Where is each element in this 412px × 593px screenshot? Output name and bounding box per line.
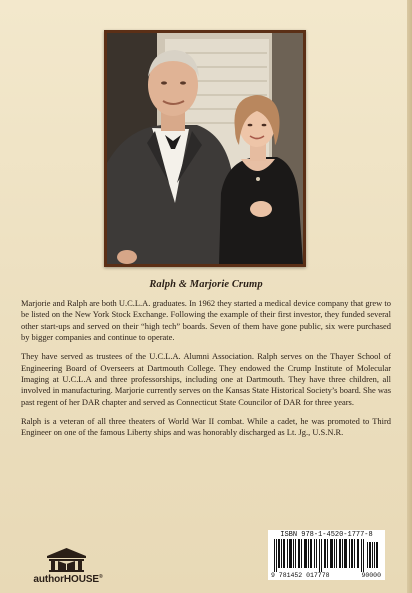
barcode-number: 9 781452 017778 bbox=[271, 572, 330, 579]
bio-paragraph-3: Ralph is a veteran of all three theaters of World War II combat. While a cadet, he was promoted to Third Engineer on one of the famous Liberty ships and was honorably discharged as Lt. Jg., U.S.N.R. bbox=[21, 416, 391, 438]
publisher-name-text: authorHOUSE bbox=[33, 574, 99, 585]
author-photo-frame bbox=[104, 30, 306, 267]
publisher-name bbox=[26, 574, 110, 585]
author-photo bbox=[107, 33, 303, 264]
author-biography bbox=[21, 298, 391, 447]
barcode-bars bbox=[274, 539, 379, 572]
bio-paragraph-2: They have served as trustees of the U.C.L.A. Alumni Association. Ralph serves on the Thayer School of Engineering Board of Overseers at Dartmouth College. They endowed the Crump Institute of Molecular Imaging at U.C.L.A and three professorships, including one at Dartmouth. They have three children, all involved in manufacturing. Marjorie currently serves on the Kansas State Historical Society’s board. She was past regent of her DAR chapter and served as Connecticut State Councilor of DAR for three years. bbox=[21, 351, 391, 407]
spine-edge bbox=[407, 0, 412, 593]
isbn-label: ISBN 978-1-4520-1777-8 bbox=[280, 531, 373, 539]
author-photo-illustration bbox=[107, 33, 303, 264]
price-code: 90000 bbox=[361, 572, 381, 579]
isbn-barcode bbox=[268, 530, 385, 580]
registered-mark: ® bbox=[98, 574, 103, 580]
bio-paragraph-1: Marjorie and Ralph are both U.C.L.A. graduates. In 1962 they started a medical device company that grew to be listed on the New York Stock Exchange. Following the example of their first investor, they funded several other start-ups and served on their “high tech” boards. Seven of them have gone public, six were purchased by bigger companies and continue to operate. bbox=[21, 298, 391, 343]
photo-caption: Ralph & Marjorie Crump bbox=[149, 279, 263, 290]
house-book-logo-icon bbox=[44, 547, 89, 573]
